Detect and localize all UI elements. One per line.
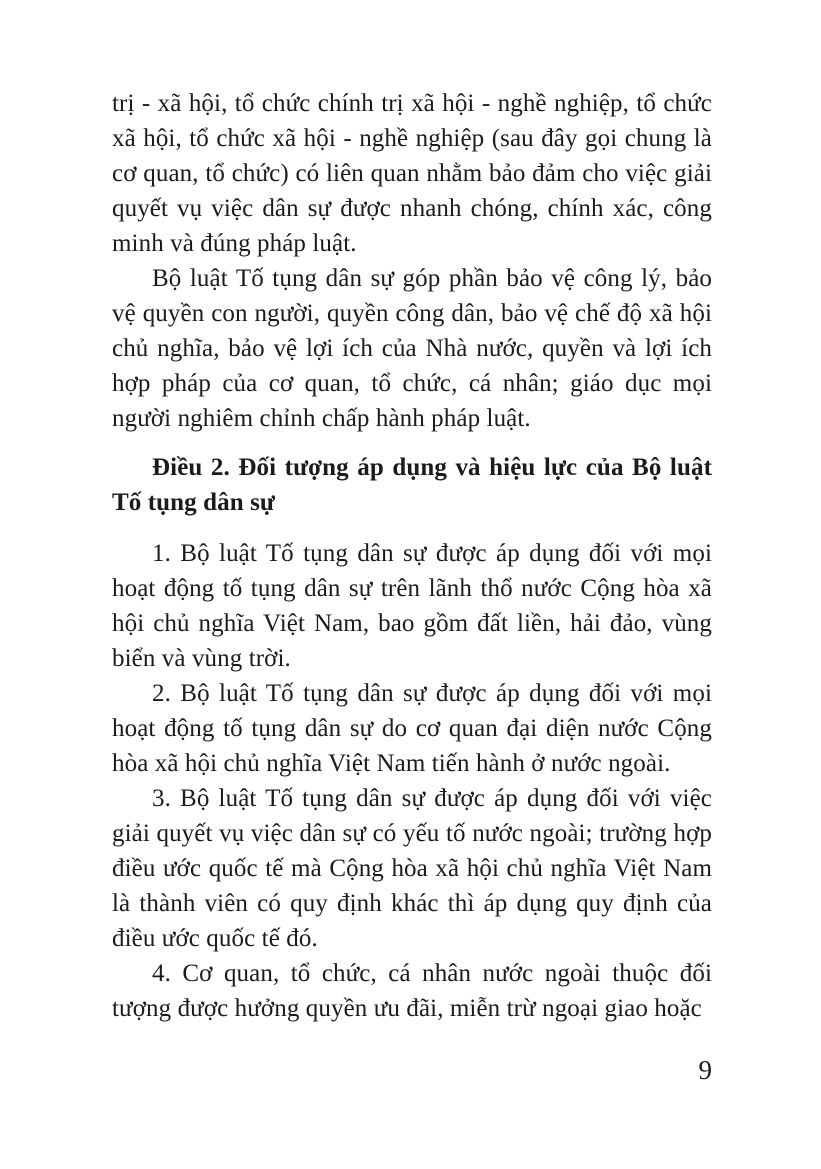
page-number: 9 [698,1055,712,1085]
paragraph-purpose-of-code: Bộ luật Tố tụng dân sự góp phần bảo vệ công lý, bảo vệ quyền con người, quyền công dân, bảo vệ chế độ xã hội chủ nghĩa, bảo vệ lợi ích của Nhà nước, quyền và lợi ích hợp pháp của cơ quan, tổ chức, cá nhân; giáo dục mọi người nghiêm chỉnh chấp hành pháp luật. [112,265,712,432]
article-2-clause-2: 2. Bộ luật Tố tụng dân sự được áp dụng đối với mọi hoạt động tố tụng dân sự do cơ quan đại diện nước Cộng hòa xã hội chủ nghĩa Việt Nam tiến hành ở nước ngoài. [112,680,712,777]
article-2-clause-1: 1. Bộ luật Tố tụng dân sự được áp dụng đối với mọi hoạt động tố tụng dân sự trên lãnh thổ nước Cộng hòa xã hội chủ nghĩa Việt Nam, bao gồm đất liền, hải đảo, vùng biển và vùng trời. [112,540,712,672]
article-2-clause-4: 4. Cơ quan, tổ chức, cá nhân nước ngoài thuộc đối tượng được hưởng quyền ưu đãi, miễn trừ ngoại giao hoặc [112,960,712,1022]
article-2-heading: Điều 2. Đối tượng áp dụng và hiệu lực của Bộ luật Tố tụng dân sự [112,454,712,516]
article-2-clause-3: 3. Bộ luật Tố tụng dân sự được áp dụng đối với việc giải quyết vụ việc dân sự có yếu tố nước ngoài; trường hợp điều ước quốc tế mà Cộng hòa xã hội chủ nghĩa Việt Nam là thành viên có quy định khác thì áp dụng quy định của điều ước quốc tế đó. [112,785,712,952]
paragraph-continuation: trị - xã hội, tổ chức chính trị xã hội - nghề nghiệp, tổ chức xã hội, tổ chức xã hội - nghề nghiệp (sau đây gọi chung là cơ quan, tổ chức) có liên quan nhằm bảo đảm cho việc giải quyết vụ việc dân sự được nhanh chóng, chính xác, công minh và đúng pháp luật. [112,90,712,257]
page-body-text [112,86,712,1026]
